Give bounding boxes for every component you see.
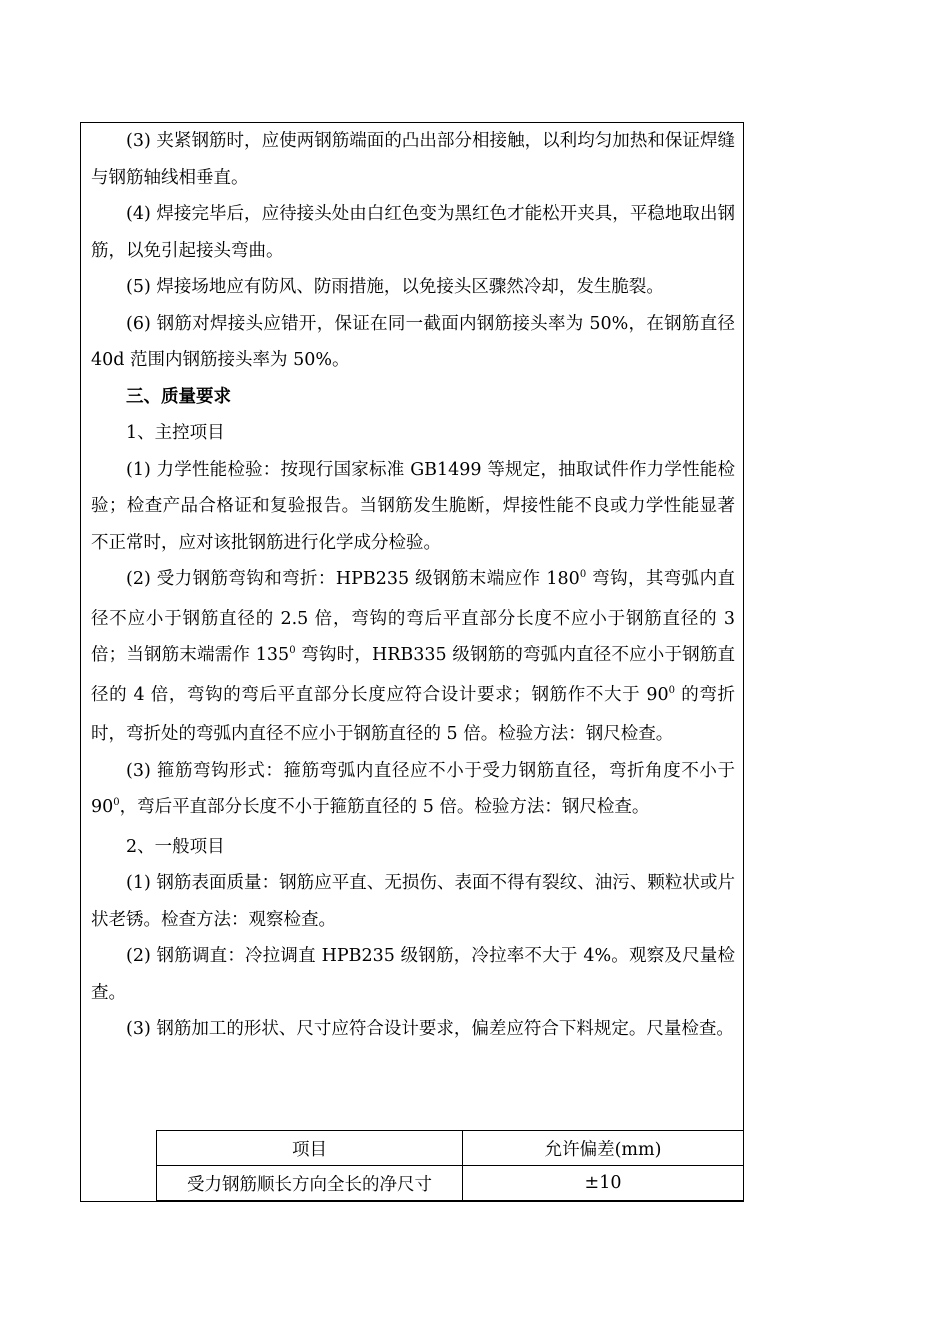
text-run: 的弯折时，弯折处的弯弧内直径不应小于钢筋直径的 5 倍。检验方法：钢尺检查。	[91, 684, 735, 744]
text-run: (2) 受力钢筋弯钩和弯折：HPB235 级钢筋末端应作 180	[126, 569, 580, 589]
para-weld-5: (5) 焊接场地应有防风、防雨措施，以免接头区骤然冷却，发生脆裂。	[126, 277, 664, 297]
text-run: 弯钩时，HRB335 级钢筋的弯弧内直径不应小于钢筋直径的 4 倍，弯钩的弯后平直部分长度应符合设计要求；钢筋作不大于 90	[91, 645, 735, 705]
subheading-main-control: 1、主控项目	[126, 423, 225, 443]
para-straightening: (2) 钢筋调直：冷拉调直 HPB235 级钢筋，冷拉率不大于 4%。观察及尺量检查。	[91, 946, 735, 1003]
text-run: (3) 箍筋弯钩形式：箍筋弯弧内直径应不小于受力钢筋直径，弯折角度不小于 90	[91, 760, 735, 817]
para-weld-4: (4) 焊接完毕后，应待接头处由白红色变为黑红色才能松开夹具，平稳地取出钢筋，以免引起接头弯曲。	[91, 204, 735, 261]
superscript-degree: 0	[668, 684, 676, 696]
table-cell: ±10	[463, 1166, 744, 1201]
para-weld-6: (6) 钢筋对焊接头应错开，保证在同一截面内钢筋接头率为 50%，在钢筋直径 40d 范围内钢筋接头率为 50%。	[91, 313, 735, 370]
document-body	[91, 123, 735, 1048]
table-cell: 受力钢筋顺长方向全长的净尺寸	[157, 1166, 463, 1201]
superscript-degree: 0	[579, 569, 587, 580]
para-shape-size: (3) 钢筋加工的形状、尺寸应符合设计要求，偏差应符合下料规定。尺量检查。	[126, 1019, 734, 1039]
para-stirrup-hook	[91, 753, 735, 829]
subheading-general-items: 2、一般项目	[126, 836, 225, 857]
section-heading-quality: 三、质量要求	[126, 386, 231, 407]
para-weld-3: (3) 夹紧钢筋时，应使两钢筋端面的凸出部分相接触，以利均匀加热和保证焊缝与钢筋轴线相垂直。	[91, 131, 735, 188]
superscript-degree: 0	[289, 645, 296, 656]
document-frame	[80, 122, 744, 1202]
table-header-item: 项目	[157, 1131, 463, 1166]
table-header-row	[157, 1131, 744, 1166]
deviation-table	[156, 1130, 744, 1201]
text-run: ，弯后平直部分长度不小于箍筋直径的 5 倍。检验方法：钢尺检查。	[119, 797, 650, 817]
para-hook-bend	[91, 561, 735, 753]
para-mechanical-test: (1) 力学性能检验：按现行国家标准 GB1499 等规定，抽取试件作力学性能检验；检查产品合格证和复验报告。当钢筋发生脆断，焊接性能不良或力学性能显著不正常时，应对该批钢筋进行化学成分检验。	[91, 459, 735, 553]
superscript-degree: 0	[113, 797, 120, 808]
table-row	[157, 1166, 744, 1201]
table-header-tolerance: 允许偏差(mm)	[463, 1131, 744, 1166]
para-surface-quality: (1) 钢筋表面质量：钢筋应平直、无损伤、表面不得有裂纹、油污、颗粒状或片状老锈。检查方法：观察检查。	[91, 873, 735, 930]
text-run: 弯钩，其弯弧内直径不应小于钢筋直径的 2.5 倍，弯钩的弯后平直部分长度不应小于钢筋直径的 3 倍；当钢筋末端需作 135	[91, 569, 735, 665]
